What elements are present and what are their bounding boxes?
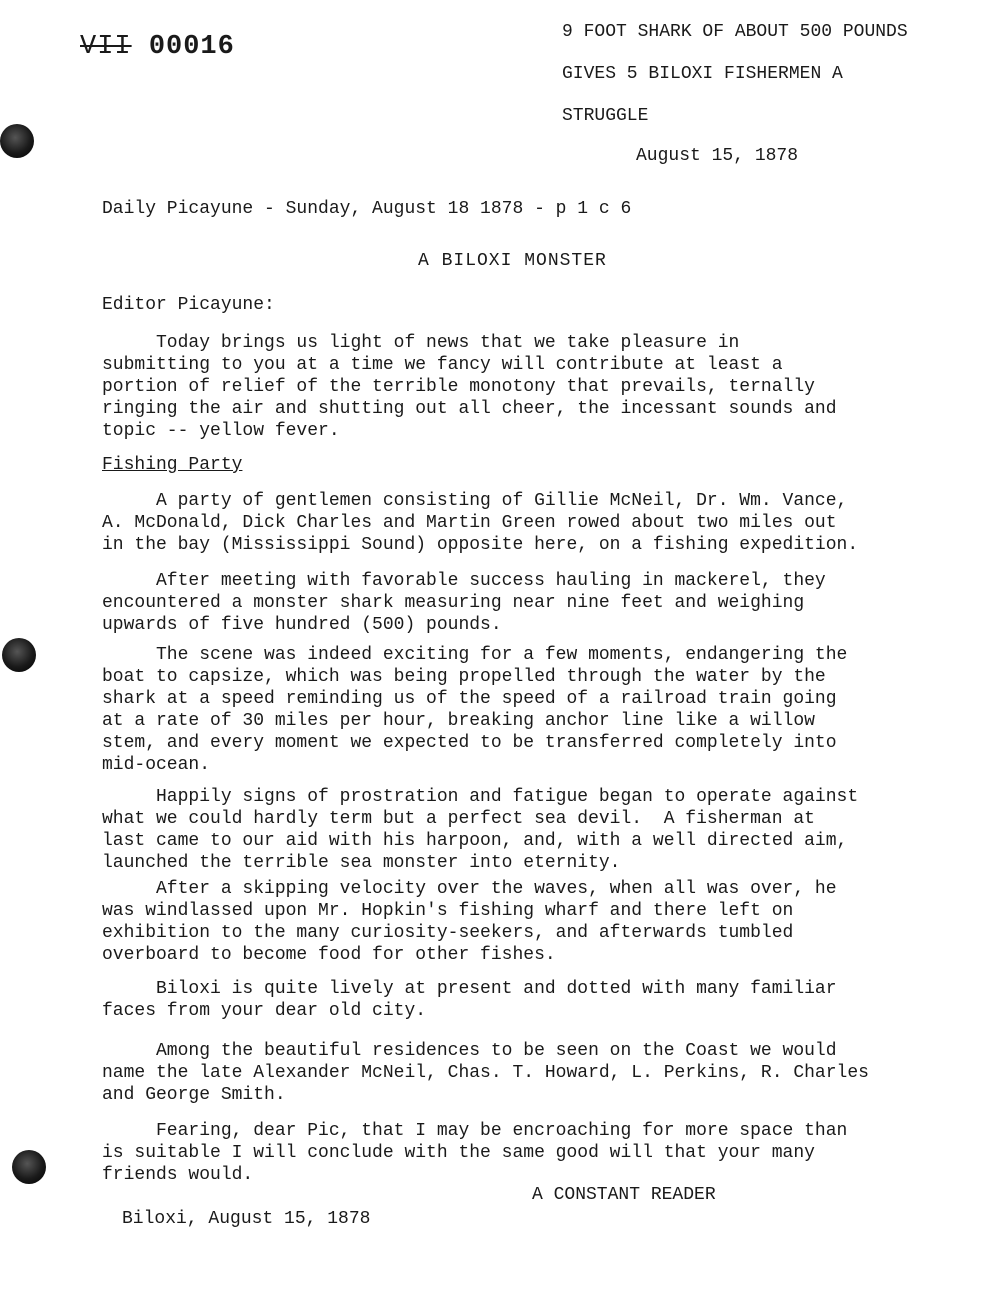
- paragraph-line: Among the beautiful residences to be seen on the Coast we would: [102, 1041, 837, 1061]
- paragraph-line: portion of relief of the terrible monotony that prevails, ternally: [102, 377, 815, 397]
- headline-date: August 15, 1878: [636, 146, 799, 166]
- paragraph-2: [102, 490, 962, 556]
- paragraph-line: at a rate of 30 miles per hour, breaking anchor line like a willow: [102, 711, 815, 731]
- paragraph-line: Happily signs of prostration and fatigue began to operate against: [102, 787, 859, 807]
- section-subheading: Fishing Party: [102, 455, 243, 475]
- paragraph-line: name the late Alexander McNeil, Chas. T. Howard, L. Perkins, R. Charles: [102, 1063, 869, 1083]
- paragraph-line: faces from your dear old city.: [102, 1001, 427, 1021]
- paragraph-line: Biloxi is quite lively at present and dotted with many familiar: [102, 979, 837, 999]
- paragraph-4: [102, 644, 962, 776]
- headline-line-2: GIVES 5 BILOXI FISHERMEN A: [562, 64, 843, 84]
- paragraph-line: After meeting with favorable success hauling in mackerel, they: [102, 571, 826, 591]
- salutation: Editor Picayune:: [102, 295, 275, 315]
- paragraph-line: and George Smith.: [102, 1085, 286, 1105]
- paragraph-6: [102, 878, 962, 966]
- paragraph-line: is suitable I will conclude with the same good will that your many: [102, 1143, 815, 1163]
- paragraph-line: stem, and every moment we expected to be transferred completely into: [102, 733, 837, 753]
- document-id: [80, 32, 235, 62]
- paragraph-3: [102, 570, 962, 636]
- closing-place-date: Biloxi, August 15, 1878: [122, 1209, 371, 1229]
- paragraph-line: was windlassed upon Mr. Hopkin's fishing wharf and there left on: [102, 901, 794, 921]
- paragraph-line: A party of gentlemen consisting of Gillie McNeil, Dr. Wm. Vance,: [102, 491, 848, 511]
- paragraph-7: [102, 978, 962, 1022]
- paragraph-line: boat to capsize, which was being propelled through the water by the: [102, 667, 826, 687]
- paragraph-line: upwards of five hundred (500) pounds.: [102, 615, 502, 635]
- paragraph-line: A. McDonald, Dick Charles and Martin Green rowed about two miles out: [102, 513, 837, 533]
- paragraph-line: exhibition to the many curiosity-seekers, and afterwards tumbled: [102, 923, 794, 943]
- paragraph-5: [102, 786, 962, 874]
- paragraph-1: [102, 332, 962, 442]
- paragraph-line: The scene was indeed exciting for a few moments, endangering the: [102, 645, 848, 665]
- punch-hole: [2, 638, 36, 672]
- article-title: A BILOXI MONSTER: [418, 251, 607, 271]
- headline-line-1: 9 FOOT SHARK OF ABOUT 500 POUNDS: [562, 22, 908, 42]
- paragraph-line: encountered a monster shark measuring near nine feet and weighing: [102, 593, 805, 613]
- source-citation: Daily Picayune - Sunday, August 18 1878 - p 1 c 6: [102, 199, 632, 219]
- paragraph-line: shark at a speed reminding us of the speed of a railroad train going: [102, 689, 837, 709]
- paragraph-line: submitting to you at a time we fancy will contribute at least a: [102, 355, 783, 375]
- signature: A CONSTANT READER: [532, 1185, 716, 1205]
- paragraph-line: ringing the air and shutting out all cheer, the incessant sounds and: [102, 399, 837, 419]
- paragraph-line: what we could hardly term but a perfect sea devil. A fisherman at: [102, 809, 815, 829]
- paragraph-9: [102, 1120, 962, 1186]
- paragraph-line: Today brings us light of news that we take pleasure in: [102, 333, 740, 353]
- paragraph-line: mid-ocean.: [102, 755, 211, 775]
- paragraph-8: [102, 1040, 962, 1106]
- paragraph-line: last came to our aid with his harpoon, and, with a well directed aim,: [102, 831, 848, 851]
- paragraph-line: After a skipping velocity over the waves, when all was over, he: [102, 879, 837, 899]
- document-id-number: 00016: [148, 32, 235, 62]
- punch-hole: [0, 124, 34, 158]
- paragraph-line: topic -- yellow fever.: [102, 421, 340, 441]
- paragraph-line: launched the terrible sea monster into eternity.: [102, 853, 621, 873]
- paragraph-line: Fearing, dear Pic, that I may be encroaching for more space than: [102, 1121, 848, 1141]
- document-id-roman: VII: [80, 32, 132, 62]
- punch-hole: [12, 1150, 46, 1184]
- paragraph-line: overboard to become food for other fishes.: [102, 945, 556, 965]
- paragraph-line: friends would.: [102, 1165, 254, 1185]
- paragraph-line: in the bay (Mississippi Sound) opposite here, on a fishing expedition.: [102, 535, 859, 555]
- headline-line-3: STRUGGLE: [562, 106, 649, 126]
